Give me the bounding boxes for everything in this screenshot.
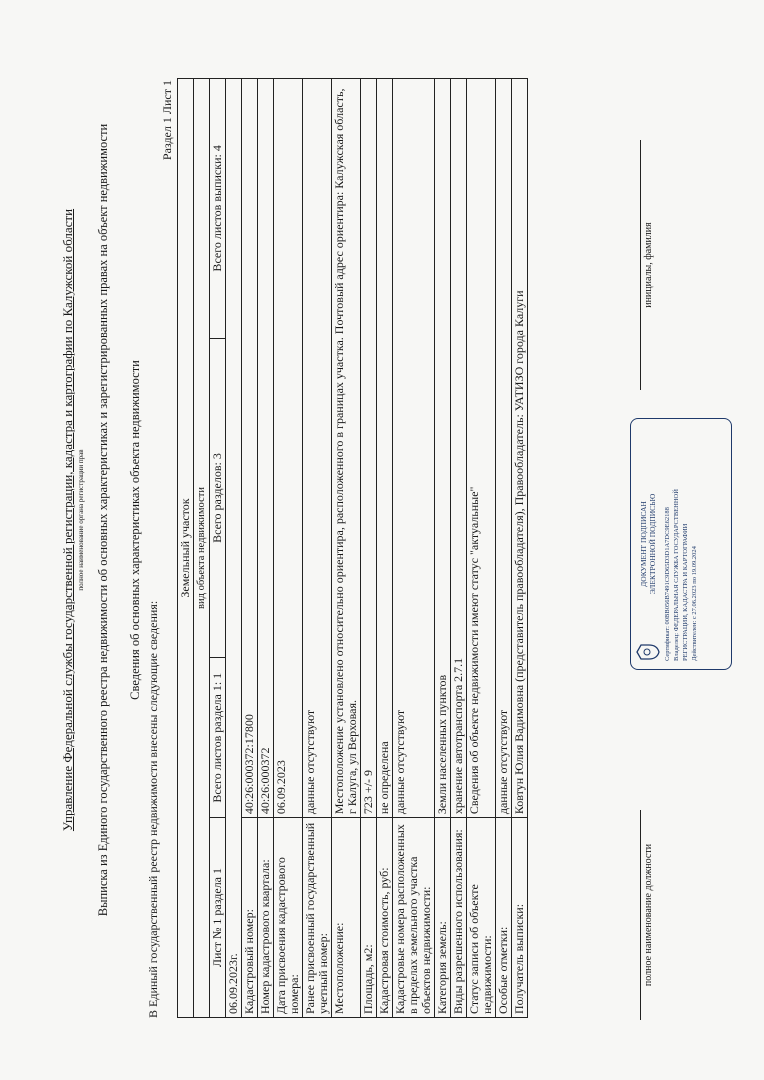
extract-date: 06.09.2023г. <box>226 79 242 1018</box>
row-label: Кадастровая стоимость, руб: <box>377 818 393 1018</box>
table-body <box>242 79 528 1018</box>
row-label: Категория земель: <box>435 818 451 1018</box>
section-title: Сведения об основных характеристиках объекта недвижимости <box>128 360 142 700</box>
characteristics-table <box>177 78 528 1018</box>
row-label: Дата присвоения кадастрового номера: <box>274 818 303 1018</box>
table-row <box>332 79 361 1018</box>
row-value: данные отсутствуют <box>496 79 512 818</box>
row-value: Местоположение установлено относительно ориентира, расположенного в границах участка. Почтовый адрес ориентира: Калужская область, г Калуга, ул Верховая. <box>332 79 361 818</box>
row-value: Ковтун Юлия Вадимовна (представитель правообладателя), Правообладатель: УАТИЗО города Калуги <box>512 79 528 818</box>
row-value: Сведения об объекте недвижимости имеют статус "актуальные" <box>467 79 496 818</box>
row-value: 40:26:000372:17800 <box>242 79 258 818</box>
row-label: Виды разрешенного использования: <box>451 818 467 1018</box>
row-value: 40:26:000372 <box>258 79 274 818</box>
object-type-caption: вид объекта недвижимости <box>194 79 210 1018</box>
row-label: Кадастровые номера расположенных в пределах земельного участка объектов недвижимости: <box>393 818 435 1018</box>
row-value: Земли населенных пунктов <box>435 79 451 818</box>
row-value: данные отсутствуют <box>393 79 435 818</box>
table-row <box>303 79 332 1018</box>
row-value: 723 +/- 9 <box>361 79 377 818</box>
row-value: хранение автотранспорта 2.7.1 <box>451 79 467 818</box>
row-label: Номер кадастрового квартала: <box>258 818 274 1018</box>
table-row <box>274 79 303 1018</box>
sheets-in-section: Всего листов раздела 1: 1 <box>210 658 226 818</box>
table-row <box>377 79 393 1018</box>
section-label: Раздел 1 Лист 1 <box>160 80 174 161</box>
table-row <box>451 79 467 1018</box>
table-row <box>467 79 496 1018</box>
table-row <box>393 79 435 1018</box>
row-label: Площадь, м2: <box>361 818 377 1018</box>
intro-text: В Единый государственный реестр недвижимости внесены следующие сведения: <box>146 600 160 1018</box>
stamp-line-1: ДОКУМЕНТ ПОДПИСАН <box>639 501 648 587</box>
stamp-certificate: Сертификат: 00BB056B7491C9D65D3D1A7DC9E62188 <box>664 507 671 661</box>
sheet-number: Лист № 1 раздела 1 <box>210 818 226 1018</box>
electronic-signature-stamp <box>630 418 732 670</box>
row-value: не определена <box>377 79 393 818</box>
row-value: данные отсутствуют <box>303 79 332 818</box>
row-label: Особые отметки: <box>496 818 512 1018</box>
coat-of-arms-icon <box>635 641 661 663</box>
table-row <box>361 79 377 1018</box>
authority-name: Управление Федеральной службы государственной регистрации, кадастра и картографии по Калужской области <box>60 208 75 832</box>
authority-caption: полное наименование органа регистрации прав <box>77 449 85 591</box>
table-row <box>496 79 512 1018</box>
row-label: Ранее присвоенный государственный учетный номер: <box>303 818 332 1018</box>
sheets-total: Всего листов выписки: 4 <box>210 79 226 339</box>
sections-total: Всего разделов: 3 <box>210 338 226 658</box>
stamp-owner-1: Владелец: ФЕДЕРАЛЬНАЯ СЛУЖБА ГОСУДАРСТВЕННОЙ <box>673 489 680 661</box>
object-type: Земельный участок <box>178 79 194 1018</box>
row-label: Местоположение: <box>332 818 361 1018</box>
document-title: Выписка из Единого государственного реестра недвижимости об основных характеристиках и зарегистрированных правах на объект недвижимости <box>96 123 110 917</box>
initials-caption: инициалы, фамилия <box>640 140 654 390</box>
table-row <box>435 79 451 1018</box>
row-value: 06.09.2023 <box>274 79 303 818</box>
table-row <box>242 79 258 1018</box>
row-label: Кадастровый номер: <box>242 818 258 1018</box>
table-row <box>258 79 274 1018</box>
position-caption: полное наименование должности <box>640 810 654 1020</box>
stamp-valid: Действителен: с 27.06.2023 по 19.09.2024 <box>691 546 698 661</box>
row-label: Получатель выписки: <box>512 818 528 1018</box>
row-label: Статус записи об объекте недвижимости: <box>467 818 496 1018</box>
stamp-line-2: ЭЛЕКТРОННОЙ ПОДПИСЬЮ <box>648 493 657 595</box>
table-row <box>512 79 528 1018</box>
stamp-owner-2: РЕГИСТРАЦИИ, КАДАСТРА И КАРТОГРАФИИ <box>682 523 689 661</box>
